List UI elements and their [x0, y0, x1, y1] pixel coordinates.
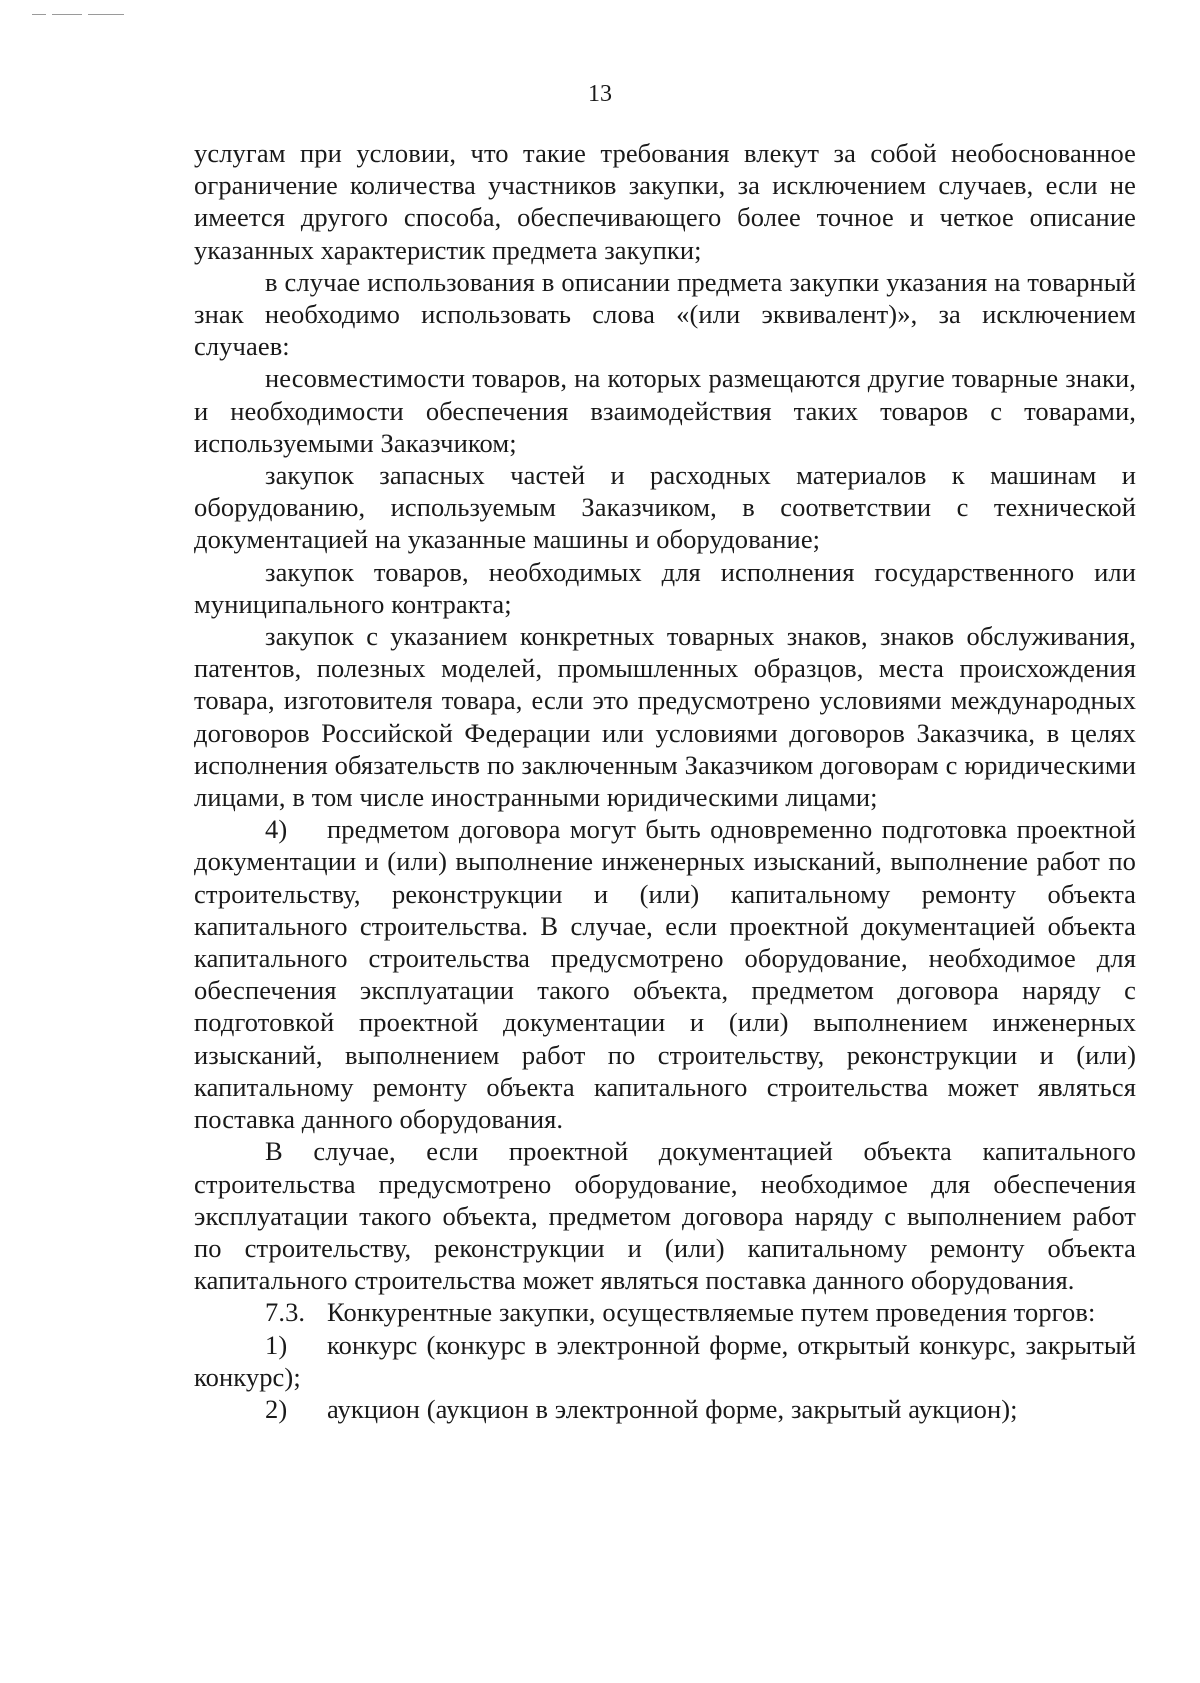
list-item-2 [194, 1393, 1136, 1425]
scan-artifact-marks [32, 14, 132, 16]
paragraph-trademarks-indication: закупок с указанием конкретных товарных знаков, знаков обслуживания, патентов, полезных моделей, промышленных образцов, места происхождения товара, изготовителя товара, если это предусмотрено условиями международных договоров Российской Федерации или условиями договоров Заказчика, в целях исполнения обязательств по заключенным Заказчиком договорам с юридическими лицами, в том числе иностранными юридическими лицами; [194, 621, 1136, 813]
document-body [194, 137, 1136, 1425]
paragraph-incompatibility: несовместимости товаров, на которых размещаются другие товарные знаки, и необходимости обеспечения взаимодействия таких товаров с товарами, используемыми Заказчиком; [194, 363, 1136, 458]
paragraph-trademark-rule: в случае использования в описании предмета закупки указания на товарный знак необходимо использовать слова «(или эквивалент)», за исключением случаев: [194, 266, 1136, 362]
scan-artifact-dash [88, 14, 124, 15]
list-item-text: аукцион (аукцион в электронной форме, закрытый аукцион); [327, 1393, 1018, 1424]
scan-artifact-dash [32, 14, 46, 15]
paragraph-state-contract: закупок товаров, необходимых для исполнения государственного или муниципального контракта; [194, 556, 1136, 619]
list-item-4 [194, 813, 1136, 1135]
paragraph-continuation: услугам при условии, что такие требования влекут за собой необоснованное ограничение количества участников закупки, за исключением случаев, если не имеется другого способа, обеспечивающего более точное и четкое описание указанных характеристик предмета закупки; [194, 138, 1136, 265]
list-item-number: 2) [265, 1393, 288, 1424]
paragraph-equipment-supply: В случае, если проектной документацией объекта капитального строительства предусмотрено оборудование, необходимое для обеспечения эксплуатации такого объекта, предметом договора наряду с выполнением работ по строительству, реконструкции и (или) капитальному ремонту объекта капитального строительства может являться поставка данного оборудования. [194, 1136, 1136, 1296]
section-7-3 [194, 1296, 1136, 1328]
paragraph-spare-parts: закупок запасных частей и расходных материалов к машинам и оборудованию, используемым Заказчиком, в соответствии с технической документацией на указанные машины и оборудование; [194, 460, 1136, 555]
list-item-text: конкурс (конкурс в электронной форме, открытый конкурс, закрытый конкурс); [194, 1329, 1136, 1392]
list-item-1 [194, 1329, 1136, 1393]
page-number: 13 [588, 81, 612, 107]
section-text: Конкурентные закупки, осуществляемые путем проведения торгов: [327, 1297, 1096, 1328]
section-number: 7.3. [265, 1297, 306, 1328]
list-item-text: предметом договора могут быть одновременно подготовка проектной документации и (или) выполнение инженерных изысканий, выполнение работ по строительству, реконструкции и (или) капитальному ремонту объекта капитального строительства. В случае, если проектной документацией объекта капитального строительства предусмотрено оборудование, необходимое для обеспечения эксплуатации такого объекта, предметом договора наряду с подготовкой проектной документации и (или) выполнением инженерных изысканий, выполнением работ по строительству, реконструкции и (или) капитальному ремонту объекта капитального строительства может являться поставка данного оборудования. [194, 814, 1136, 1135]
list-item-number: 1) [265, 1329, 288, 1360]
scan-artifact-dash [52, 14, 82, 15]
list-item-number: 4) [265, 814, 288, 845]
